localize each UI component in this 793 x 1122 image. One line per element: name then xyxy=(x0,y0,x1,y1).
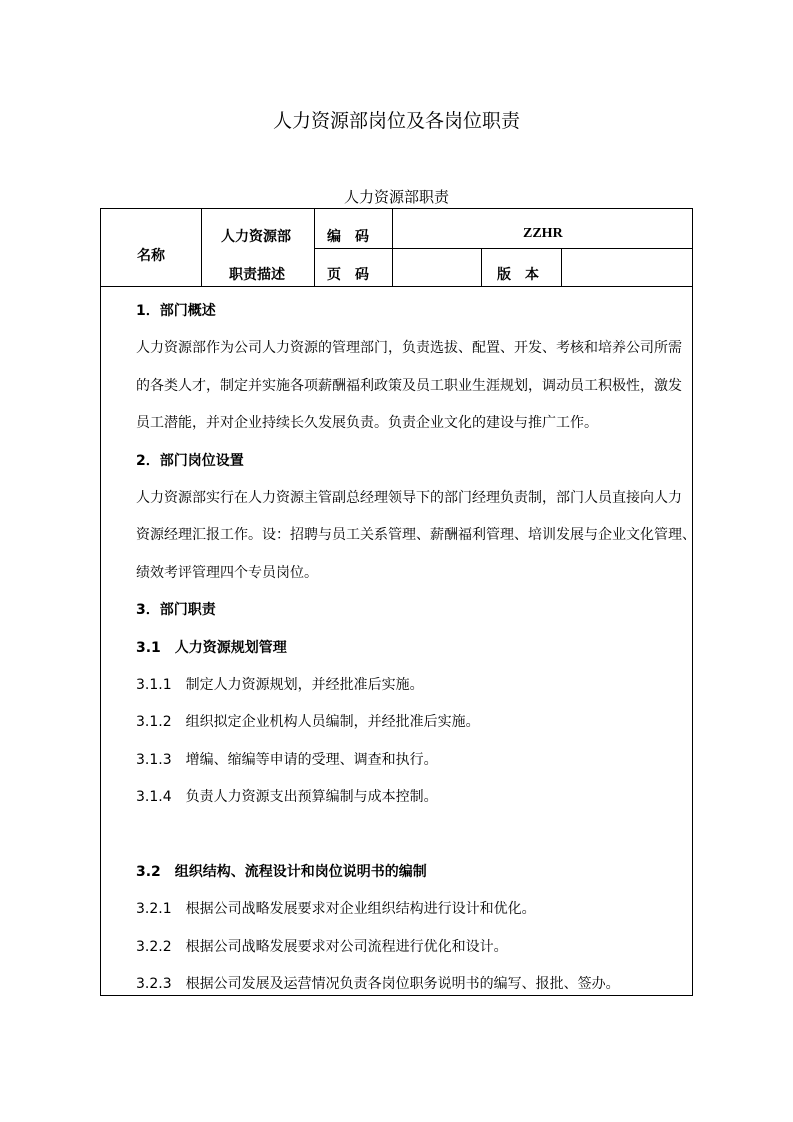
list-item: 3.2.2 根据公司战略发展要求对公司流程进行优化和设计。 xyxy=(136,939,508,955)
name-label: 名称 xyxy=(137,248,165,264)
grid-line xyxy=(101,286,693,287)
paragraph-line: 的各类人才，制定并实施各项薪酬福利政策及员工职业生涯规划，调动员工积极性，激发 xyxy=(136,378,682,394)
grid-line xyxy=(314,248,693,249)
subsection-heading: 3.1 人力资源规划管理 xyxy=(136,640,287,656)
list-item: 3.1.3 增编、缩编等申请的受理、调查和执行。 xyxy=(136,752,438,768)
department-name: 人力资源部 xyxy=(221,229,291,245)
page-label: 页 码 xyxy=(327,267,369,283)
list-item: 3.2.1 根据公司战略发展要求对企业组织结构进行设计和优化。 xyxy=(136,901,536,917)
table-caption: 人力资源部职责 xyxy=(343,188,449,206)
paragraph-line: 员工潜能，并对企业持续长久发展负责。负责企业文化的建设与推广工作。 xyxy=(136,415,598,431)
subsection-heading: 3.2 组织结构、流程设计和岗位说明书的编制 xyxy=(136,864,427,880)
paragraph-line: 人力资源部实行在人力资源主管副总经理领导下的部门经理负责制，部门人员直接向人力 xyxy=(136,490,682,506)
section-heading: 3．部门职责 xyxy=(136,602,216,618)
paragraph-line: 资源经理汇报工作。设：招聘与员工关系管理、薪酬福利管理、培训发展与企业文化管理、 xyxy=(136,527,696,543)
grid-line xyxy=(201,209,202,287)
list-item: 3.1.2 组织拟定企业机构人员编制，并经批准后实施。 xyxy=(136,714,480,730)
code-value: ZZHR xyxy=(523,226,563,241)
grid-line xyxy=(561,248,562,287)
code-label: 编 码 xyxy=(327,229,369,245)
paragraph-line: 人力资源部作为公司人力资源的管理部门，负责选拔、配置、开发、考核和培养公司所需 xyxy=(136,340,682,356)
section-heading: 1．部门概述 xyxy=(136,303,216,319)
list-item: 3.1.1 制定人力资源规划，并经批准后实施。 xyxy=(136,677,424,693)
document-title: 人力资源部岗位及各岗位职责 xyxy=(272,110,520,132)
duty-description-label: 职责描述 xyxy=(229,267,285,283)
version-label: 版 本 xyxy=(497,267,539,283)
list-item: 3.1.4 负责人力资源支出预算编制与成本控制。 xyxy=(136,789,438,805)
list-item: 3.2.3 根据公司发展及运营情况负责各岗位职务说明书的编写、报批、签办。 xyxy=(136,976,620,992)
grid-line xyxy=(481,248,482,287)
section-heading: 2．部门岗位设置 xyxy=(136,453,244,469)
paragraph-line: 绩效考评管理四个专员岗位。 xyxy=(136,565,318,581)
